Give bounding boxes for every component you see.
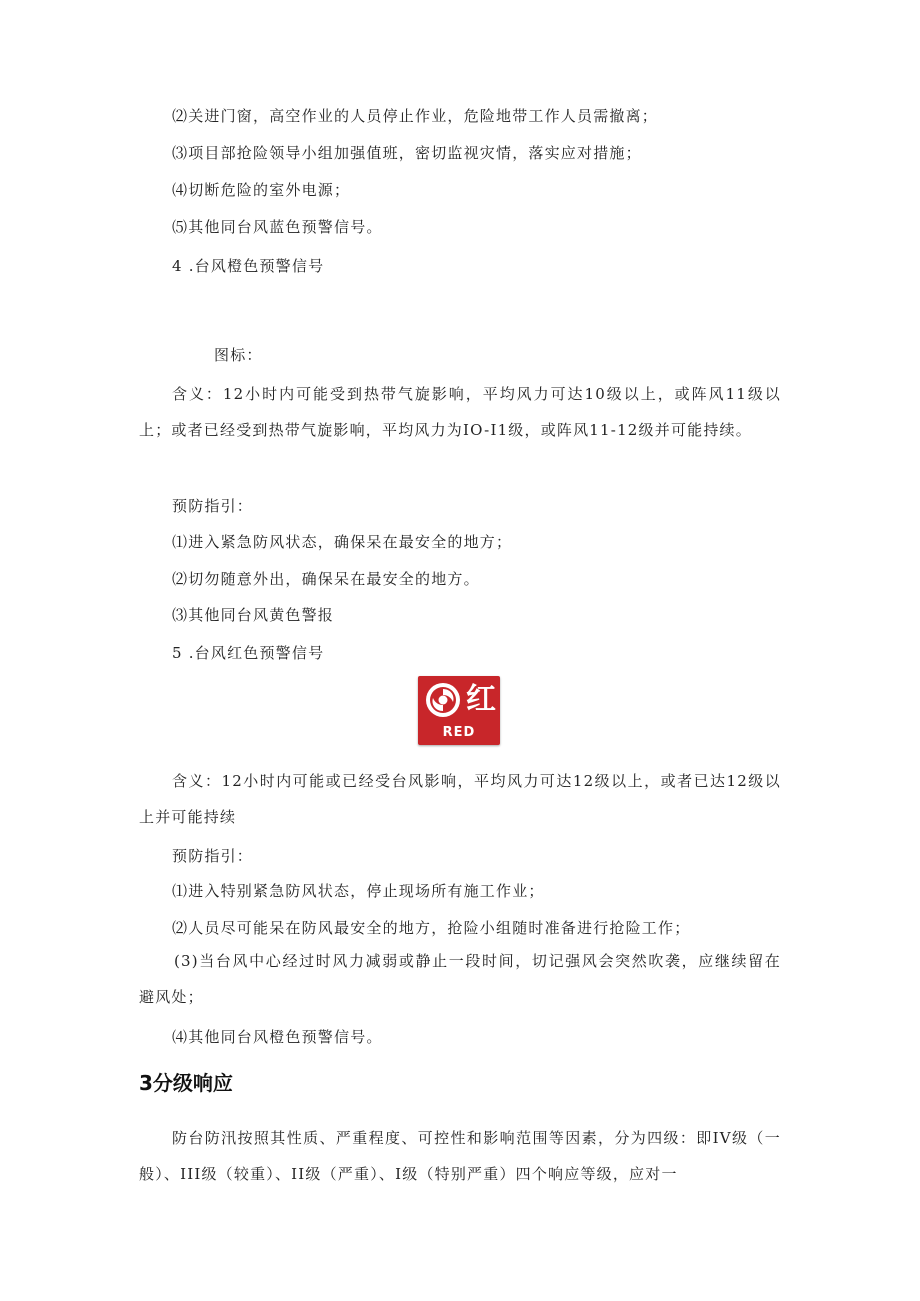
- text-line-16: ⑵人员尽可能呆在防风最安全的地方，抢险小组随时准备进行抢险工作；: [172, 919, 691, 937]
- text-line-9: ⑴进入紧急防风状态，确保呆在最安全的地方；: [172, 533, 513, 551]
- prevention-guide-label-1: 预防指引：: [172, 497, 254, 515]
- signal-top: [422, 680, 496, 720]
- response-paragraph: 防台防汛按照其性质、严重程度、可控性和影响范围等因素，分为四级：即IV级（一般）、III级（较重）、II级（严重）、I级（特别严重）四个响应等级，应对一: [139, 1129, 781, 1183]
- section-title-orange-signal: 4 .台风橙色预警信号: [172, 257, 325, 275]
- text-line-15: ⑴进入特别紧急防风状态，停止现场所有施工作业；: [172, 882, 545, 900]
- text-paragraph-17: (3)当台风中心经过时风力减弱或静止一段时间，切记强风会突然吹袭，应继续留在避风处；: [139, 952, 781, 1006]
- text-line-1: ⑵关进门窗，高空作业的人员停止作业，危险地带工作人员需撤离；: [172, 107, 659, 125]
- text-line-18: ⑷其他同台风橙色预警信号。: [172, 1028, 383, 1046]
- meaning-paragraph-red: 含义：12小时内可能或已经受台风影响，平均风力可达12级以上，或者已达12级以上并可能持续: [139, 772, 781, 826]
- signal-red-label: RED: [442, 725, 476, 740]
- section-heading: 3分级响应: [139, 1071, 233, 1095]
- section-title-red-signal: 5 .台风红色预警信号: [172, 644, 325, 662]
- text-line-10: ⑵切勿随意外出，确保呆在最安全的地方。: [172, 570, 480, 588]
- typhoon-swirl-icon: [422, 680, 464, 720]
- text-line-4: ⑸其他同台风蓝色预警信号。: [172, 218, 383, 236]
- signal-char: 红: [466, 682, 496, 717]
- icon-label: 图标：: [214, 346, 263, 364]
- meaning-paragraph-orange: 含义：12小时内可能受到热带气旋影响，平均风力可达10级以上，或阵风11级以上；或者已经受到热带气旋影响，平均风力为IO-I1级，或阵风11-12级并可能持续。: [139, 385, 781, 439]
- typhoon-red-signal-icon: [418, 676, 500, 745]
- text-line-2: ⑶项目部抢险领导小组加强值班，密切监视灾情，落实应对措施；: [172, 144, 642, 162]
- prevention-guide-label-2: 预防指引：: [172, 847, 254, 865]
- text-line-3: ⑷切断危险的室外电源；: [172, 181, 351, 199]
- text-line-11: ⑶其他同台风黄色警报: [172, 606, 335, 624]
